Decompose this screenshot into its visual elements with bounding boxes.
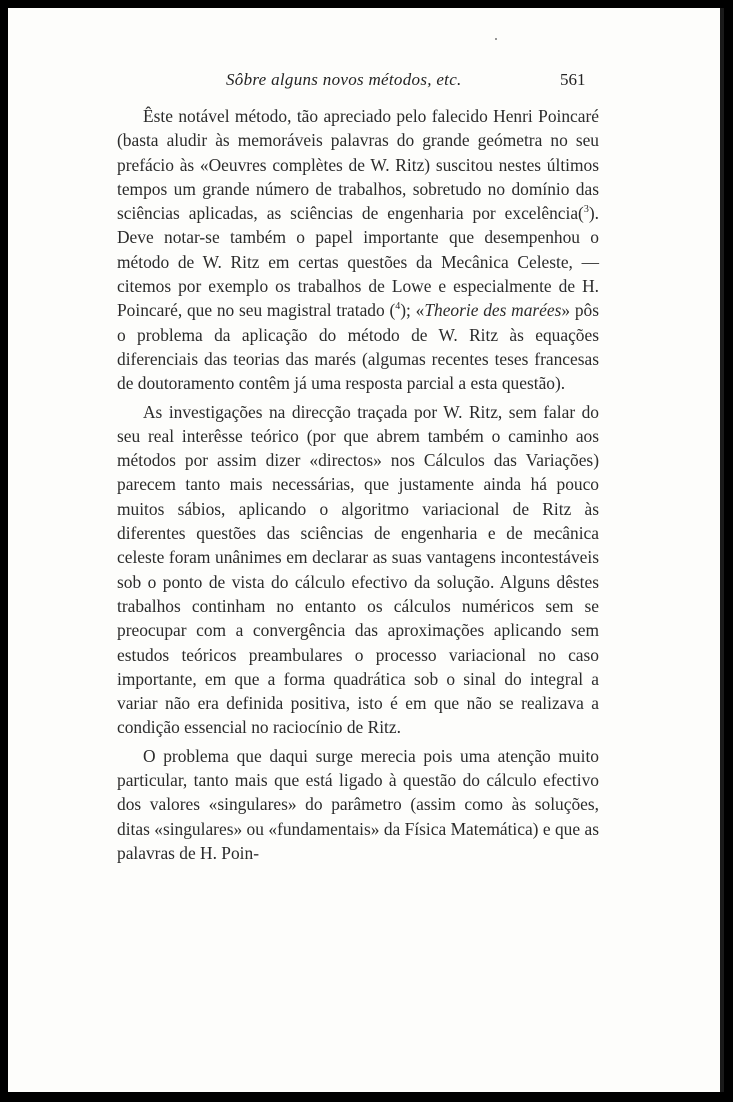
paragraph-1-part-2: . Deve notar-se também o papel importante que desempenhou o método de W. Ritz em certas questões da Mecânica Celeste, — citemos por exemplo os trabalhos de Lowe e especialmente de H. Poincaré, que no seu magistral tratado [117, 203, 599, 321]
page-number: 561 [560, 70, 586, 89]
paragraph-2: As investigações na direcção traçada por W. Ritz, sem falar do seu real interêsse teórico (por que abrem também o caminho aos métodos por assim dizer «directos» nos Cálculos das Variações) parecem tanto mais necessárias, que justamente ainda há pouco muitos sábios, aplicando o algoritmo variacional de Ritz às diferentes questões das sciências de engenharia e de mecânica celeste foram unânimes em declarar as suas vantagens incontestáveis sob o ponto de vista do cálculo efectivo da solução. Alguns dêstes trabalhos continham no entanto os cálculos numéricos sem se preocupar com a convergência das aproximações aplicando sem estudos teóricos preambulares o processo variacional no caso importante, em que a forma quadrática sob o sinal do integral a variar não era definida positiva, isto é em que não se realizava a condição essencial no raciocínio de Ritz. [117, 401, 599, 738]
italic-title: Theorie des marées [424, 300, 562, 321]
body-text [117, 104, 599, 869]
paragraph-1-part-4: » pôs o problema da aplicação do método de W. Ritz às equações diferenciais das teorias das marés (algumas recentes teses francesas de doutoramento contêm já uma resposta parcial a esta questão). [117, 300, 600, 394]
book-page [8, 8, 724, 1092]
paragraph-1-part-3: ; « [406, 300, 425, 321]
page-header [8, 70, 720, 94]
footnote-ref-4: 4 [395, 301, 401, 313]
paragraph-3: O problema que daqui surge merecia pois uma atenção muito particular, tanto mais que está ligado à questão do cálculo efectivo dos valores «singulares» do parâmetro (assim como às soluções, ditas «singulares» ou «fundamentais» da Física Matemática) e que as palavras de H. Poin- [117, 745, 599, 863]
paragraph-1-part-1: Êste notável método, tão apreciado pelo falecido Henri Poincaré (basta aludir às memoráveis palavras do grande geómetra no seu prefácio às «Oeuvres complètes de W. Ritz) suscitou nestes últimos tempos um grande número de trabalhos, sobretudo no domínio das sciências aplicadas, as sciências de engenharia por excelência [117, 106, 599, 224]
running-title: Sôbre alguns novos métodos, etc. [226, 70, 462, 89]
ink-speck [495, 38, 497, 40]
paragraph-1: Êste notável método, tão apreciado pelo falecido Henri Poincaré (basta aludir às memoráveis palavras do grande geómetra no seu prefácio às «Oeuvres complètes de W. Ritz) suscitou nestes últimos tempos um grande número de trabalhos, sobretudo no domínio das sciências aplicadas, as sciências de engenharia por excelência($^3$). Deve notar-se também o papel importante que desempenhou o método de W. Ritz em certas questões da Mecânica Celeste, — citemos por exemplo os trabalhos de Lowe e especialmente de H. Poincaré, que no seu magistral tratado ($^4$); «Theorie des marées» pôs o problema da aplicação do método de W. Ritz às equações diferenciais das teorias das marés (algumas recentes teses francesas de doutoramento contêm já uma resposta parcial a esta questão). [117, 106, 600, 394]
footnote-ref-3: 3 [583, 204, 589, 216]
